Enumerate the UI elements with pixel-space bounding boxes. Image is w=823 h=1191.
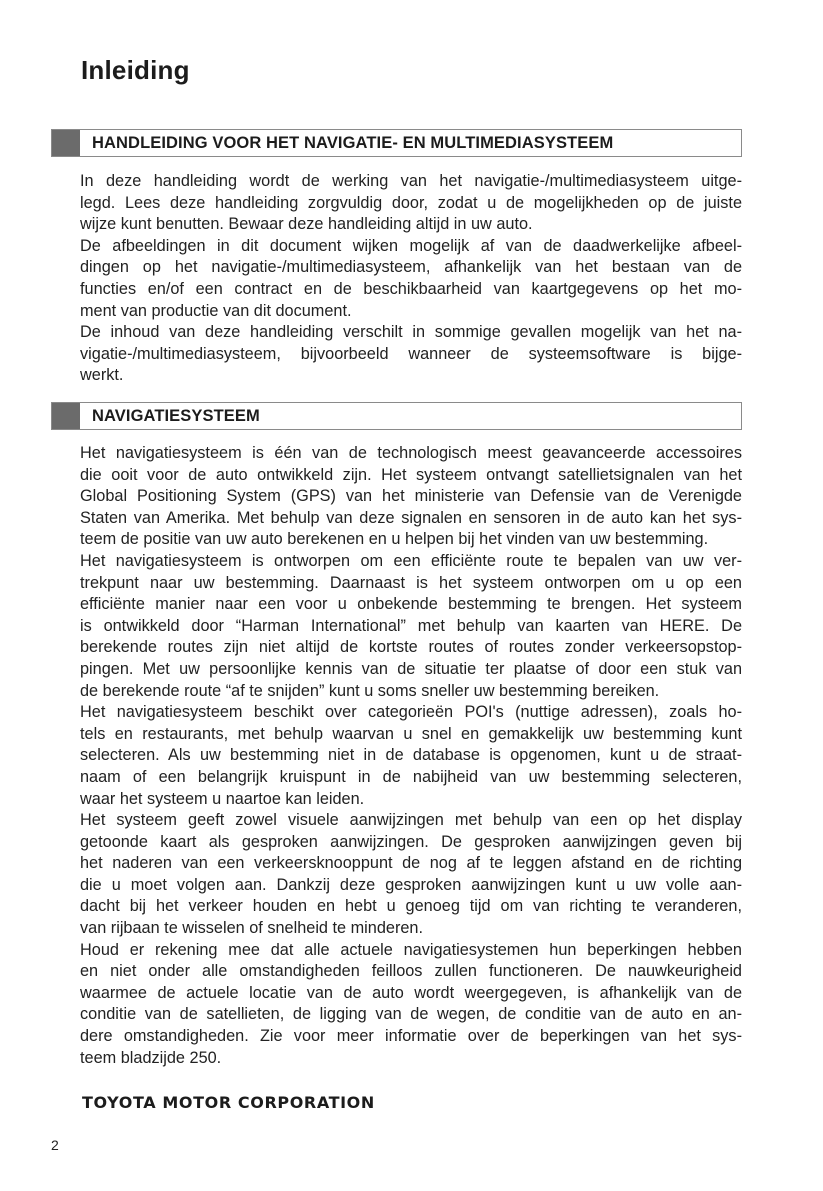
text-line: trekpunt naar uw bestemming. Daarnaast is het systeem ontworpen om u op een bbox=[80, 573, 742, 592]
paragraph bbox=[80, 810, 742, 940]
paragraph bbox=[80, 322, 742, 387]
text-line: is ontwikkeld door “Harman International” met behulp van kaarten van HERE. De bbox=[80, 616, 742, 635]
text-line: ment van productie van dit document. bbox=[80, 301, 352, 320]
text-line: De inhoud van deze handleiding verschilt in sommige gevallen mogelijk van het na- bbox=[80, 323, 742, 342]
text-line: pingen. Met uw persoonlijke kennis van de situatie ter plaatse of door een stuk van bbox=[80, 659, 742, 678]
section-heading-label: HANDLEIDING VOOR HET NAVIGATIE- EN MULTIMEDIASYSTEEM bbox=[92, 133, 614, 152]
text-line: vigatie-/multimediasysteem, bijvoorbeeld wanneer de systeemsoftware is bijge- bbox=[80, 344, 742, 363]
section-marker-square bbox=[52, 130, 80, 156]
paragraph bbox=[80, 236, 742, 322]
text-line: functies en/of een contract en de beschikbaarheid van kaartgegevens op het mo- bbox=[80, 279, 742, 298]
text-line: die ooit voor de auto ontwikkeld zijn. Het systeem ontvangt satellietsignalen van het bbox=[80, 465, 742, 484]
text-line: efficiënte manier naar een voor u onbekende bestemming te brengen. Het systeem bbox=[80, 595, 742, 614]
section-heading-label: NAVIGATIESYSTEEM bbox=[92, 406, 260, 425]
text-line: berekende routes zijn niet altijd de kortste routes of routes zonder verkeersopstop- bbox=[80, 638, 742, 657]
text-line: selecteren. Als uw bestemming niet in de database is opgenomen, kunt u de straat- bbox=[80, 746, 742, 765]
section-body-navigatiesysteem bbox=[80, 443, 742, 1069]
text-line: Houd er rekening mee dat alle actuele navigatiesystemen hun beperkingen hebben bbox=[80, 940, 742, 959]
paragraph bbox=[80, 171, 742, 236]
text-line: tels en restaurants, met behulp waarvan u snel en gemakkelijk uw bestemming kunt bbox=[80, 724, 742, 743]
text-line: werkt. bbox=[80, 366, 124, 385]
section-marker-square bbox=[52, 403, 80, 429]
text-line: de berekende route “af te snijden” kunt u soms sneller uw bestemming bereiken. bbox=[80, 681, 660, 700]
text-line: Het navigatiesysteem is één van de technologisch meest geavanceerde accessoires bbox=[80, 444, 742, 462]
section-heading-navigatiesysteem bbox=[51, 402, 742, 430]
text-line: waar het systeem u naartoe kan leiden. bbox=[80, 789, 365, 808]
text-line: Het systeem geeft zowel visuele aanwijzingen met behulp van een op het display bbox=[80, 811, 742, 830]
text-line: van rijbaan te wisselen of snelheid te minderen. bbox=[80, 919, 424, 938]
text-line: Global Positioning System (GPS) van het ministerie van Defensie van de Verenigde bbox=[80, 487, 742, 506]
text-line: getoonde kaart als gesproken aanwijzingen. De gesproken aanwijzingen geven bij bbox=[80, 832, 742, 851]
text-line: en niet onder alle omstandigheden feilloos zullen functioneren. De nauwkeurigheid bbox=[80, 962, 742, 981]
text-line: wijze kunt benutten. Bewaar deze handleiding altijd in uw auto. bbox=[80, 215, 533, 234]
text-line: Het navigatiesysteem is ontworpen om een efficiënte route te bepalen van uw ver- bbox=[80, 551, 742, 570]
text-line: teem de positie van uw auto berekenen en u helpen bij het vinden van uw bestemming. bbox=[80, 530, 709, 549]
paragraph bbox=[80, 551, 742, 702]
paragraph bbox=[80, 702, 742, 810]
text-line: dere omstandigheden. Zie voor meer informatie over de beperkingen van het sys- bbox=[80, 1027, 742, 1046]
page-number: 2 bbox=[51, 1137, 59, 1153]
text-line: De afbeeldingen in dit document wijken mogelijk af van de daadwerkelijke afbeel- bbox=[80, 236, 742, 255]
text-line: naam of een belangrijk kruispunt in de nabijheid van uw bestemming selecteren, bbox=[80, 767, 742, 786]
text-line: In deze handleiding wordt de werking van het navigatie-/multimediasysteem uitge- bbox=[80, 172, 742, 190]
footer-company-name: TOYOTA MOTOR CORPORATION bbox=[82, 1093, 375, 1112]
text-line: legd. Lees deze handleiding zorgvuldig door, zodat u de mogelijkheden op de juiste bbox=[80, 193, 742, 212]
paragraph bbox=[80, 940, 742, 1070]
text-line: conditie van de satellieten, de ligging van de wegen, de conditie van de auto en an- bbox=[80, 1005, 742, 1024]
text-line: Het navigatiesysteem beschikt over categorieën POI's (nuttige adressen), zoals ho- bbox=[80, 703, 742, 722]
section-body-handleiding bbox=[80, 171, 742, 387]
text-line: dacht bij het verkeer houden en hebt u genoeg tijd om van richting te veranderen, bbox=[80, 897, 742, 916]
text-line: teem bladzijde 250. bbox=[80, 1048, 222, 1067]
text-line: het naderen van een verkeersknooppunt de nog af te leggen afstand en de richting bbox=[80, 854, 742, 873]
text-line: waarmee de actuele locatie van de auto wordt weergegeven, is afhankelijk van de bbox=[80, 983, 742, 1002]
page-title: Inleiding bbox=[81, 55, 190, 85]
section-heading-handleiding bbox=[51, 129, 742, 157]
text-line: die u moet volgen aan. Dankzij deze gesproken aanwijzingen kunt u uw volle aan- bbox=[80, 875, 742, 894]
text-line: dingen op het navigatie-/multimediasysteem, afhankelijk van het bestaan van de bbox=[80, 258, 742, 277]
paragraph bbox=[80, 443, 742, 551]
text-line: Staten van Amerika. Met behulp van deze signalen en sensoren in de auto kan het sys- bbox=[80, 508, 742, 527]
